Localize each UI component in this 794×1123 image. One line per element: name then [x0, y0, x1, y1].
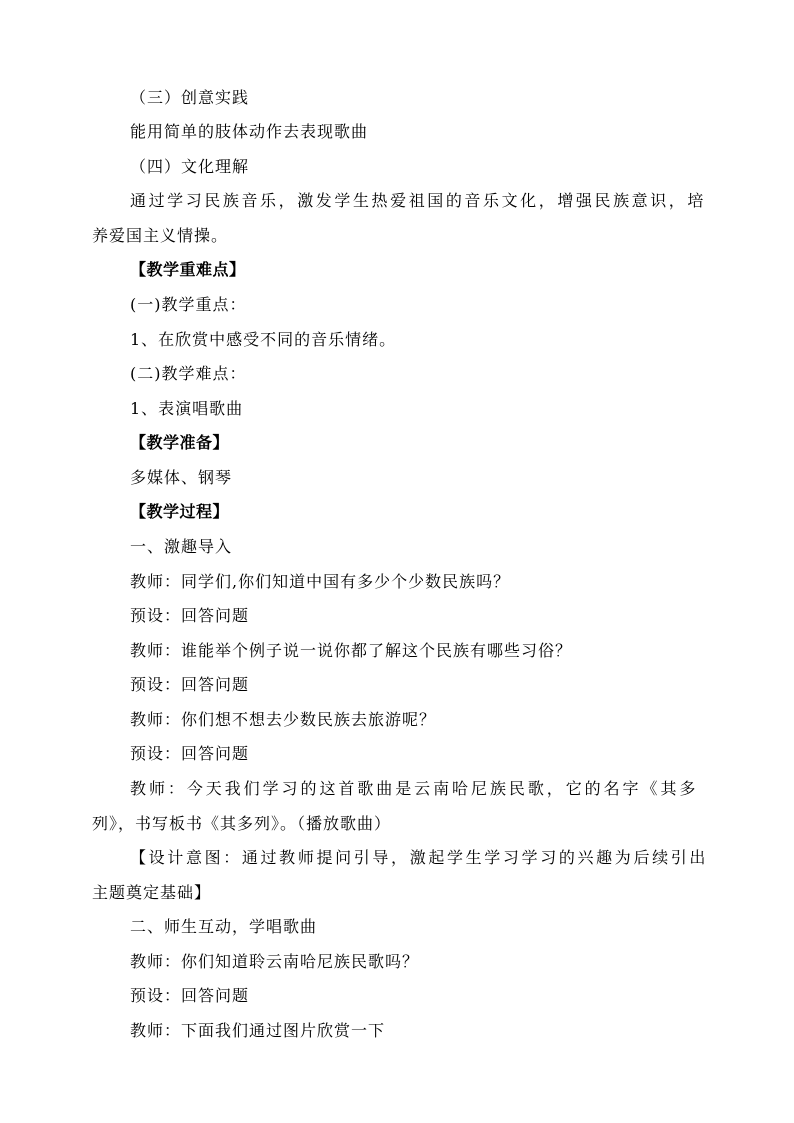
dialogue-line: 预设：回答问题 [130, 675, 250, 694]
dialogue-line: 预设：回答问题 [130, 744, 250, 763]
section-heading-process: 【教学过程】 [130, 502, 230, 521]
design-intent-note: 主题奠定基础】 [92, 883, 212, 902]
section-heading-preparation: 【教学准备】 [130, 433, 230, 452]
paragraph-text: 养爱国主义情操。 [92, 226, 229, 245]
dialogue-line: 预设：回答问题 [130, 986, 250, 1005]
section-heading-cultural-understanding: （四）文化理解 [130, 157, 250, 176]
dialogue-line: 教师：你们想不想去少数民族去旅游呢？ [130, 710, 437, 729]
subheading-step-two: 二、师生互动，学唱歌曲 [130, 917, 318, 936]
subheading-key-point: (一)教学重点： [130, 295, 247, 314]
design-intent-note: 【设计意图：通过教师提问引导，激起学生学习学习的兴趣为后续引出 [130, 848, 706, 867]
dialogue-line: 教师：今天我们学习的这首歌曲是云南哈尼族民歌，它的名字《其多 [130, 779, 696, 798]
paragraph-text: 能用简单的肢体动作去表现歌曲 [130, 122, 369, 141]
dialogue-line: 教师：谁能举个例子说一说你都了解这个民族有哪些习俗？ [130, 641, 573, 660]
dialogue-line: 预设：回答问题 [130, 606, 250, 625]
paragraph-text: 通过学习民族音乐，激发学生热爱祖国的音乐文化，增强民族意识，培 [130, 191, 704, 210]
paragraph-text: 多媒体、钢琴 [130, 468, 233, 487]
subheading-step-one: 一、激趣导入 [130, 537, 233, 556]
dialogue-line: 列》，书写板书《其多列》。（播放歌曲） [92, 814, 392, 833]
list-item: 1、在欣赏中感受不同的音乐情绪。 [130, 330, 397, 349]
dialogue-line: 教师：你们知道聆云南哈尼族民歌吗？ [130, 952, 420, 971]
dialogue-line: 教师：下面我们通过图片欣赏一下 [130, 1021, 386, 1040]
dialogue-line: 教师：同学们,你们知道中国有多少个少数民族吗？ [130, 572, 511, 591]
section-heading-key-points: 【教学重难点】 [130, 260, 246, 279]
subheading-difficult-point: (二)教学难点： [130, 364, 247, 383]
list-item: 1、表演唱歌曲 [130, 399, 244, 418]
section-heading-creative-practice: （三）创意实践 [130, 88, 250, 107]
